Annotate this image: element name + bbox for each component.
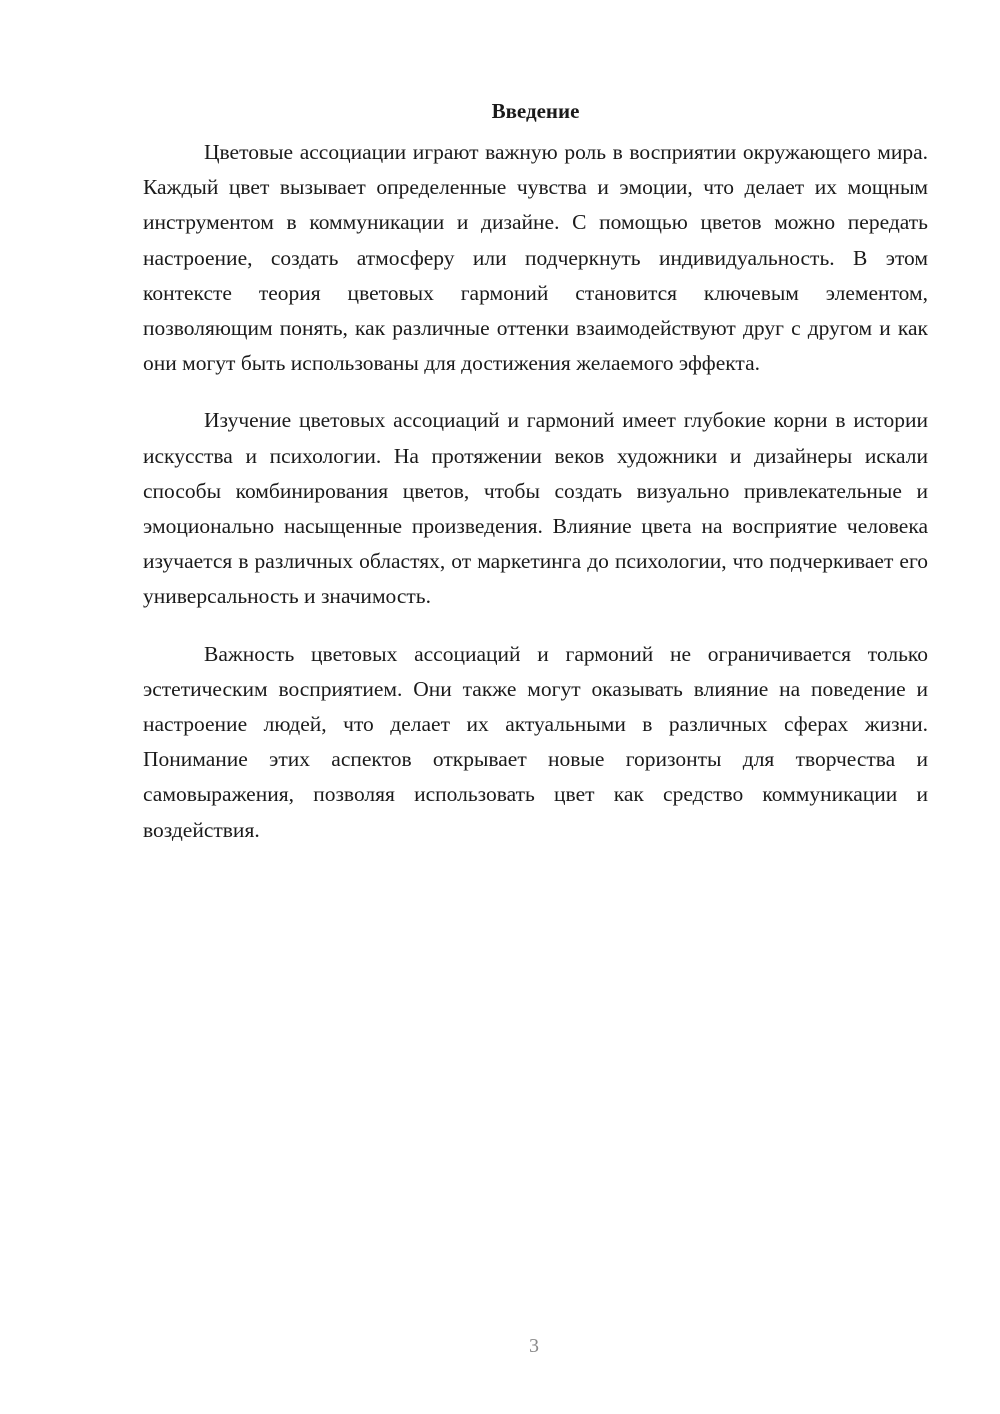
paragraph-1: Цветовые ассоциации играют важную роль в восприятии окружающего мира. Каждый цвет вызывает определенные чувства и эмоции, что делает их мощным инструментом в коммуникации и дизайне. С помощью цветов можно передать настроение, создать атмосферу или подчеркнуть индивидуальность. В этом контексте теория цветовых гармоний становится ключевым элементом, позволяющим понять, как различные оттенки взаимодействуют друг с другом и как они могут быть использованы для достижения желаемого эффекта. [143, 140, 928, 376]
page-number-container [71, 1334, 1000, 1358]
paragraph-3: Важность цветовых ассоциаций и гармоний не ограничивается только эстетическим восприятием. Они также могут оказывать влияние на поведение и настроение людей, что делает их актуальными в различных сферах жизни. Понимание этих аспектов открывает новые горизонты для творчества и самовыражения, позволяя использовать цвет как средство коммуникации и воздействия. [143, 641, 928, 842]
page-number: 3 [529, 1335, 539, 1357]
page-content [143, 94, 928, 870]
section-title: Введение [491, 99, 580, 123]
paragraph-2: Изучение цветовых ассоциаций и гармоний имеет глубокие корни в истории искусства и психологии. На протяжении веков художники и дизайнеры искали способы комбинирования цветов, чтобы создать визуально привлекательные и эмоционально насыщенные произведения. Влияние цвета на восприятие человека изучается в различных областях, от маркетинга до психологии, что подчеркивает его универсальность и значимость. [143, 408, 928, 609]
